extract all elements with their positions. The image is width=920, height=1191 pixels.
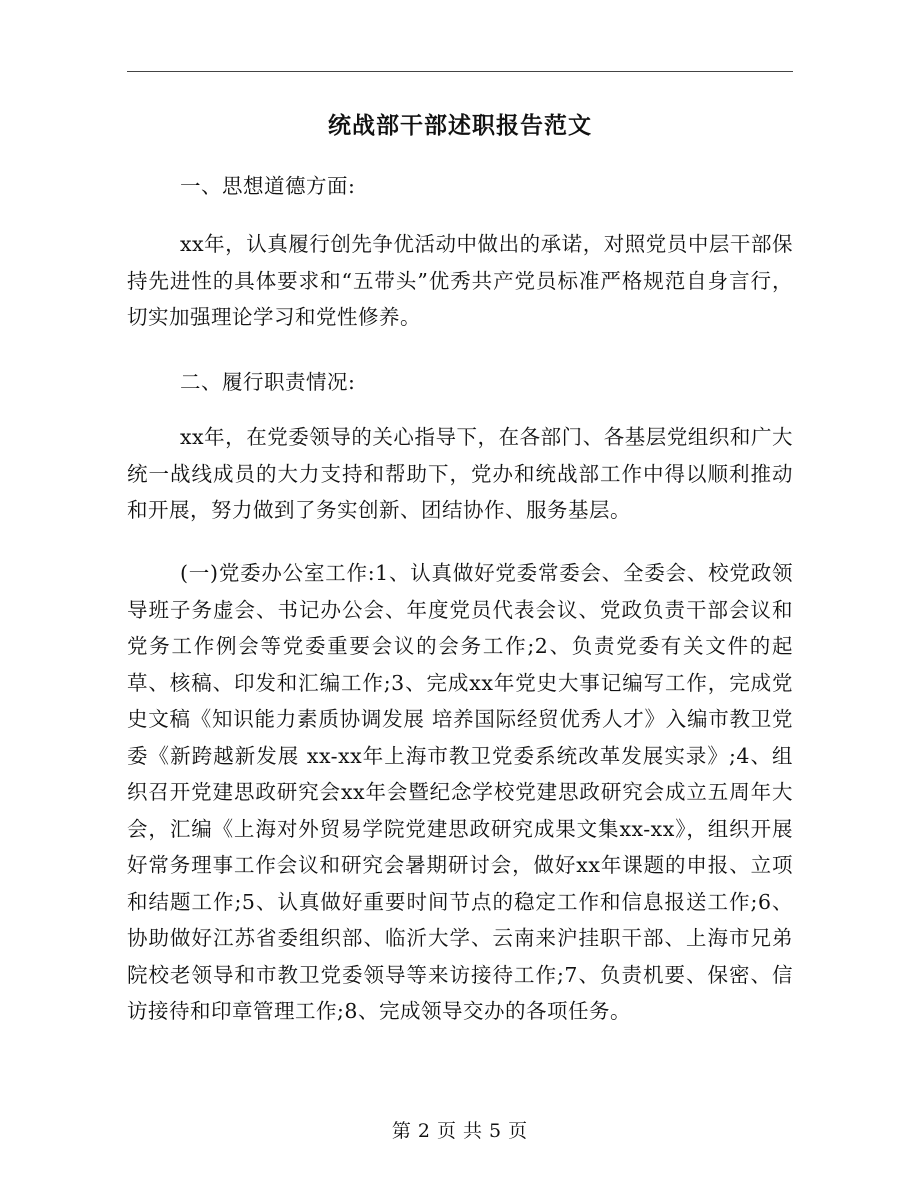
section-heading-duties: 二、履行职责情况: <box>180 370 356 394</box>
header-rule <box>127 71 793 72</box>
total-page-count: 5 <box>489 1120 503 1142</box>
footer-prefix: 第 <box>391 1120 412 1142</box>
footer-total-word: 共 <box>463 1120 484 1142</box>
footer-suffix: 页 <box>508 1120 529 1142</box>
section-heading-ideology: 一、思想道德方面: <box>180 174 356 198</box>
footer-page-word: 页 <box>436 1120 457 1142</box>
paragraph-duties: xx年，在党委领导的关心指导下，在各部门、各基层党组织和广大统一战线成员的大力支持和帮助下，党办和统战部工作中得以顺利推动和开展，努力做到了务实创新、团结协作、服务基层。 <box>127 425 793 522</box>
page-number-footer <box>0 1116 920 1143</box>
current-page-number: 2 <box>417 1120 431 1142</box>
paragraph-office-work: (一)党委办公室工作:1、认真做好党委常委会、全委会、校党政领导班子务虚会、书记办公会、年度党员代表会议、党政负责干部会议和党务工作例会等党委重要会议的会务工作;2、负责党委有关文件的起草、核稿、印发和汇编工作;3、完成xx年党史大事记编写工作，完成党史文稿《知识能力素质协调发展 培养国际经贸优秀人才》入编市教卫党委《新跨越新发展 xx-xx年上海市教卫党委系统改革发展实录》;4、组织召开党建思政研究会xx年会暨纪念学校党建思政研究会成立五周年大会，汇编《上海对外贸易学院党建思政研究成果文集xx-xx》，组织开展好常务理事工作会议和研究会暑期研讨会，做好xx年课题的申报、立项和结题工作;5、认真做好重要时间节点的稳定工作和信息报送工作;6、协助做好江苏省委组织部、临沂大学、云南来沪挂职干部、上海市兄弟院校老领导和市教卫党委领导等来访接待工作;7、负责机要、保密、信访接待和印章管理工作;8、完成领导交办的各项任务。 <box>127 561 793 1023</box>
paragraph-ideology: xx年，认真履行创先争优活动中做出的承诺，对照党员中层干部保持先进性的具体要求和“五带头”优秀共产党员标准严格规范自身言行，切实加强理论学习和党性修养。 <box>127 232 793 329</box>
document-title: 统战部干部述职报告范文 <box>328 112 592 139</box>
